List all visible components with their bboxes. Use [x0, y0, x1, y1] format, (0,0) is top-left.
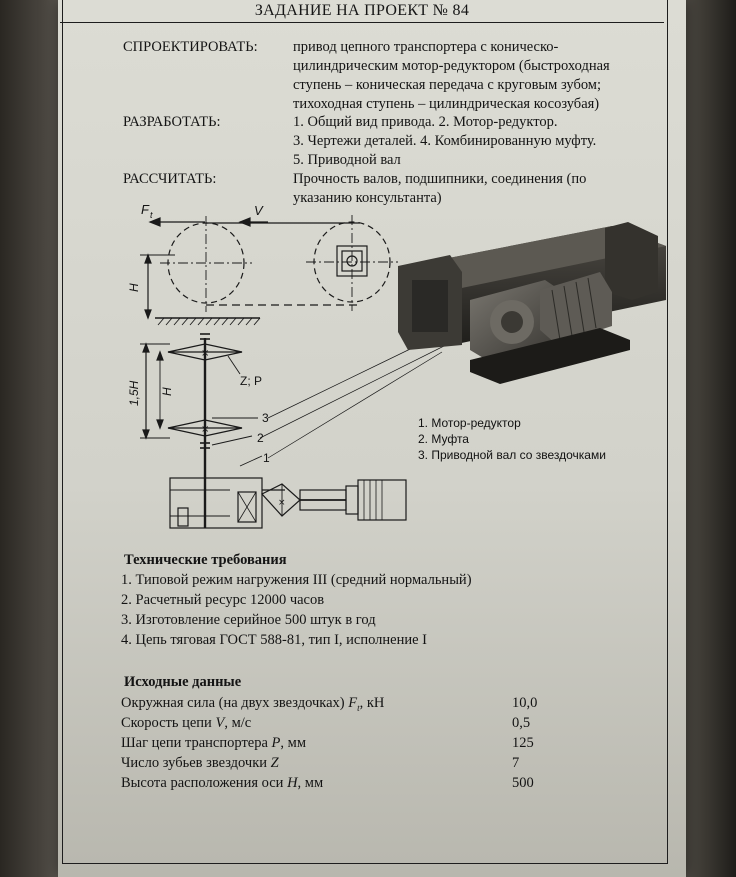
- height-inner-label: H: [160, 387, 174, 396]
- requirement-item: 2. Расчетный ресурс 12000 часов: [121, 592, 325, 608]
- design-line: тихоходная ступень – цилиндрическая косозубая): [293, 96, 600, 112]
- param-value: 125: [512, 735, 534, 751]
- svg-text:t: t: [150, 210, 153, 220]
- page-title: ЗАДАНИЕ НА ПРОЕКТ № 84: [60, 0, 664, 23]
- design-line: привод цепного транспортера с коническо-: [293, 39, 559, 55]
- zp-label: Z; P: [240, 374, 263, 388]
- svg-text:×: ×: [201, 424, 210, 435]
- force-label: F: [141, 202, 149, 217]
- legend-item: 2. Муфта: [418, 432, 469, 446]
- param-name: Шаг цепи транспортера P, мм: [121, 735, 306, 751]
- param-name: Окружная сила (на двух звездочках) $F_t$, кН: [121, 695, 385, 713]
- param-value: 10,0: [512, 695, 538, 711]
- calculate-line: Прочность валов, подшипники, соединения (по: [293, 171, 587, 187]
- param-name: Число зубьев звездочки Z: [121, 755, 279, 771]
- develop-line: 3. Чертежи деталей. 4. Комбинированную муфту.: [293, 133, 597, 149]
- legend-item: 3. Приводной вал со звездочками: [418, 448, 606, 462]
- num-3: 3: [262, 411, 269, 425]
- requirement-item: 4. Цепь тяговая ГОСТ 588-81, тип I, исполнение I: [121, 632, 428, 648]
- calculate-line: указанию консультанта): [293, 190, 442, 206]
- requirement-item: 3. Изготовление серийное 500 штук в год: [121, 612, 376, 628]
- param-value: 7: [512, 755, 520, 771]
- param-value: 500: [512, 775, 534, 791]
- calculate-label: РАССЧИТАТЬ:: [123, 171, 217, 187]
- design-line: цилиндрическим мотор-редуктором (быстроходная: [293, 58, 610, 74]
- develop-line: 1. Общий вид привода. 2. Мотор-редуктор.: [293, 114, 558, 130]
- num-1: 1: [263, 451, 270, 465]
- height-label: H: [127, 283, 141, 292]
- requirements-title: Технические требования: [124, 552, 287, 568]
- design-label: СПРОЕКТИРОВАТЬ:: [123, 39, 258, 55]
- svg-text:×: ×: [278, 498, 286, 508]
- num-2: 2: [257, 431, 264, 445]
- svg-text:×: ×: [201, 348, 210, 359]
- param-name: Скорость цепи V, м/с: [121, 715, 252, 731]
- velocity-label: V: [254, 203, 263, 218]
- param-name: Высота расположения оси H, мм: [121, 775, 324, 791]
- design-line: ступень – коническая передача с круговым зубом;: [293, 77, 602, 93]
- initial-data-title: Исходные данные: [124, 674, 242, 690]
- develop-line: 5. Приводной вал: [293, 152, 401, 168]
- requirement-item: 1. Типовой режим нагружения III (средний нормальный): [121, 572, 472, 588]
- develop-label: РАЗРАБОТАТЬ:: [123, 114, 221, 130]
- legend-item: 1. Мотор-редуктор: [418, 416, 521, 430]
- height-15-label: 1,5H: [127, 380, 141, 406]
- param-value: 0,5: [512, 715, 531, 731]
